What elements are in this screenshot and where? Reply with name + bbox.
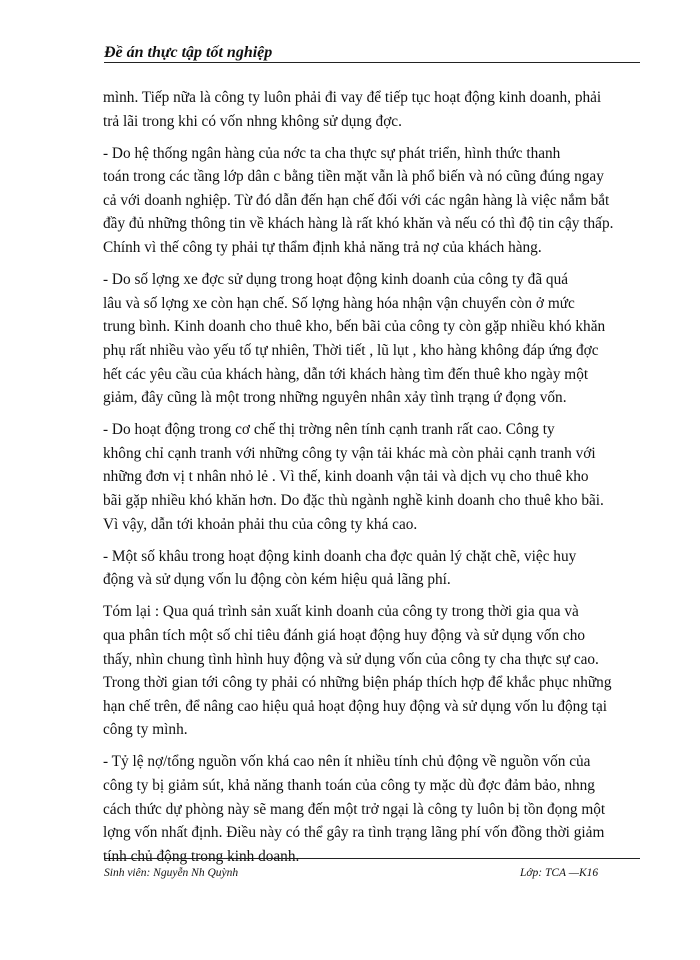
- text-line: bãi gặp nhiều khó khăn hơn. Do đặc thù ngành nghề kinh doanh cho thuê kho bãi.: [103, 492, 604, 509]
- text-line: - Do hoạt động trong cơ chế thị trờng nên tính cạnh tranh rất cao. Công ty: [103, 421, 555, 439]
- text-line: cả với doanh nghiệp. Từ đó dẫn đến hạn chế đối với các ngân hàng là việc nắm bắt: [103, 191, 610, 209]
- text-line: phụ rất nhiều vào yếu tố tự nhiên, Thời tiết , lũ lụt , kho hàng không đáp ứng đợc: [103, 341, 599, 359]
- text-line: lợng vốn nhất định. Điều này có thể gây ra tình trạng lãng phí vốn đồng thời giảm: [103, 824, 605, 842]
- text-line: Tóm lại : Qua quá trình sản xuất kinh doanh của công ty trong thời gia qua và: [103, 603, 579, 621]
- text-line: công ty bị giảm sút, khả năng thanh toán của công ty mặc dù đợc đảm bảo, nhng: [103, 777, 595, 795]
- text-line: Trong thời gian tới công ty phải có những biện pháp thích hợp để khắc phục những: [103, 674, 612, 692]
- text-line: động và sử dụng vốn lu động còn kém hiệu quả lãng phí.: [103, 571, 451, 589]
- header-title: Đề án thực tập tốt nghiệp: [104, 44, 273, 61]
- text-line: - Một số khâu trong hoạt động kinh doanh cha đợc quản lý chặt chẽ, việc huy: [103, 547, 577, 565]
- text-line: mình. Tiếp nữa là công ty luôn phải đi vay để tiếp tục hoạt động kinh doanh, phải: [103, 89, 602, 106]
- text-line: - Tỷ lệ nợ/tổng nguồn vốn khá cao nên ít nhiều tính chủ động về nguồn vốn của: [103, 753, 591, 771]
- paragraph-6: [103, 600, 643, 742]
- page-footer: [104, 858, 640, 883]
- text-line: công ty mình.: [103, 721, 188, 739]
- text-line: hạn chế trên, để nâng cao hiệu quả hoạt động huy động và sử dụng vốn lu động tại: [103, 697, 608, 715]
- text-line: cách thức dự phòng này sẽ mang đến một trở ngại là công ty luôn bị tồn đọng một: [103, 800, 606, 818]
- paragraph-3: [103, 268, 643, 410]
- text-line: Vì vậy, dẫn tới khoản phải thu của công ty khá cao.: [103, 515, 418, 533]
- page-header: [104, 44, 640, 63]
- text-line: - Do số lợng xe đợc sử dụng trong hoạt động kinh doanh của công ty đã quá: [103, 271, 569, 289]
- text-line: Chính vì thế công ty phải tự thẩm định khả năng trả nợ của khách hàng.: [103, 239, 542, 257]
- paragraph-4: [103, 418, 643, 536]
- text-line: tính chủ động trong kinh doanh.: [103, 847, 300, 865]
- text-line: thấy, nhìn chung tình hình huy động và sử dụng vốn của công ty cha thực sự cao.: [103, 650, 599, 668]
- paragraph-7: [103, 750, 643, 868]
- text-line: giảm, đây cũng là một trong những nguyên nhân xảy tình trạng ứ đọng vốn.: [103, 389, 567, 407]
- text-line: những đơn vị t nhân nhỏ lẻ . Vì thế, kinh doanh vận tải và dịch vụ cho thuê kho: [103, 468, 589, 486]
- document-body: [103, 86, 643, 877]
- paragraph-2: [103, 142, 643, 260]
- paragraph-1: [103, 86, 643, 133]
- footer-class: Lớp: TCA —K16: [520, 867, 599, 879]
- text-line: không chỉ cạnh tranh với những công ty vận tải khác mà còn phải cạnh tranh với: [103, 444, 596, 462]
- footer-student: Sinh viên: Nguyễn Nh Quỳnh: [104, 867, 239, 879]
- text-line: - Do hệ thống ngân hàng của nớc ta cha thực sự phát triển, hình thức thanh: [103, 144, 561, 162]
- text-line: trả lãi trong khi có vốn nhng không sử dụng đợc.: [103, 112, 402, 130]
- text-line: đầy đủ những thông tin về khách hàng là rất khó khăn và nếu có thì độ tin cậy thấp.: [103, 215, 614, 233]
- text-line: lâu và số lợng xe còn hạn chế. Số lợng hàng hóa nhận vận chuyển còn ở mức: [103, 294, 575, 312]
- text-line: qua phân tích một số chỉ tiêu đánh giá hoạt động huy động và sử dụng vốn cho: [103, 626, 585, 644]
- text-line: trung bình. Kinh doanh cho thuê kho, bến bãi của công ty còn gặp nhiều khó khăn: [103, 318, 606, 336]
- text-line: hết các yêu cầu của khách hàng, dẫn tới khách hàng tìm đến thuê kho ngày một: [103, 365, 589, 383]
- paragraph-5: [103, 545, 643, 592]
- text-line: toán trong các tầng lớp dân c bằng tiền mặt vẫn là phổ biến và nó cũng đúng ngay: [103, 168, 604, 186]
